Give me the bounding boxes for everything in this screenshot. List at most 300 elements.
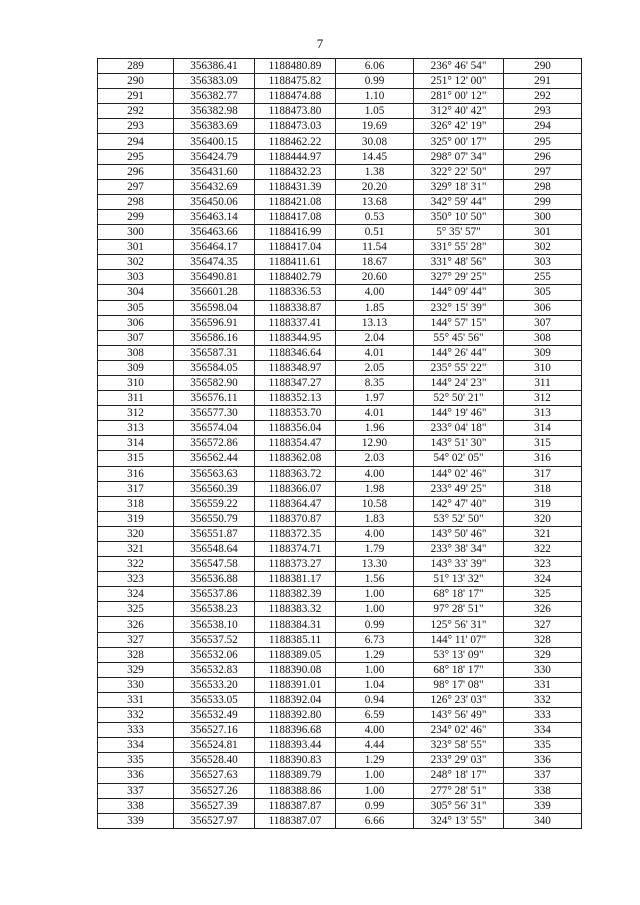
- x-coordinate-cell: 356562.44: [174, 451, 255, 466]
- x-coordinate-cell: 356450.06: [174, 194, 255, 209]
- distance-cell: 1.85: [336, 300, 414, 315]
- next-point-cell: 302: [504, 240, 582, 255]
- x-coordinate-cell: 356601.28: [174, 285, 255, 300]
- table-row: [98, 768, 582, 783]
- table-row: [98, 255, 582, 270]
- bearing-cell: 324° 13' 55": [414, 813, 504, 828]
- y-coordinate-cell: 1188363.72: [255, 466, 336, 481]
- bearing-cell: 142° 47' 40": [414, 496, 504, 511]
- y-coordinate-cell: 1188381.17: [255, 572, 336, 587]
- next-point-cell: 290: [504, 59, 582, 74]
- table-row: [98, 692, 582, 707]
- point-number-cell: 329: [98, 662, 174, 677]
- x-coordinate-cell: 356563.63: [174, 466, 255, 481]
- point-number-cell: 318: [98, 496, 174, 511]
- y-coordinate-cell: 1188462.22: [255, 134, 336, 149]
- distance-cell: 1.00: [336, 783, 414, 798]
- point-number-cell: 319: [98, 511, 174, 526]
- x-coordinate-cell: 356532.49: [174, 708, 255, 723]
- point-number-cell: 320: [98, 526, 174, 541]
- table-row: [98, 149, 582, 164]
- next-point-cell: 323: [504, 557, 582, 572]
- page-number: 7: [316, 36, 324, 51]
- coordinates-table: [97, 58, 582, 829]
- y-coordinate-cell: 1188402.79: [255, 270, 336, 285]
- y-coordinate-cell: 1188473.80: [255, 104, 336, 119]
- table-row: [98, 421, 582, 436]
- point-number-cell: 302: [98, 255, 174, 270]
- y-coordinate-cell: 1188417.08: [255, 209, 336, 224]
- distance-cell: 4.44: [336, 738, 414, 753]
- y-coordinate-cell: 1188354.47: [255, 436, 336, 451]
- next-point-cell: 339: [504, 798, 582, 813]
- bearing-cell: 232° 15' 39": [414, 300, 504, 315]
- point-number-cell: 308: [98, 345, 174, 360]
- next-point-cell: 312: [504, 391, 582, 406]
- x-coordinate-cell: 356463.66: [174, 225, 255, 240]
- x-coordinate-cell: 356584.05: [174, 360, 255, 375]
- x-coordinate-cell: 356598.04: [174, 300, 255, 315]
- distance-cell: 0.99: [336, 798, 414, 813]
- table-row: [98, 74, 582, 89]
- bearing-cell: 53° 52' 50": [414, 511, 504, 526]
- next-point-cell: 314: [504, 421, 582, 436]
- bearing-cell: 233° 04' 18": [414, 421, 504, 436]
- bearing-cell: 144° 57' 15": [414, 315, 504, 330]
- next-point-cell: 337: [504, 768, 582, 783]
- x-coordinate-cell: 356527.63: [174, 768, 255, 783]
- y-coordinate-cell: 1188387.07: [255, 813, 336, 828]
- table-row: [98, 481, 582, 496]
- point-number-cell: 299: [98, 209, 174, 224]
- distance-cell: 13.68: [336, 194, 414, 209]
- distance-cell: 0.94: [336, 692, 414, 707]
- table-row: [98, 602, 582, 617]
- bearing-cell: 342° 59' 44": [414, 194, 504, 209]
- table-row: [98, 496, 582, 511]
- bearing-cell: 68° 18' 17": [414, 662, 504, 677]
- table-row: [98, 194, 582, 209]
- bearing-cell: 323° 58' 55": [414, 738, 504, 753]
- next-point-cell: 322: [504, 542, 582, 557]
- y-coordinate-cell: 1188417.04: [255, 240, 336, 255]
- point-number-cell: 323: [98, 572, 174, 587]
- distance-cell: 4.00: [336, 466, 414, 481]
- table-row: [98, 360, 582, 375]
- point-number-cell: 317: [98, 481, 174, 496]
- distance-cell: 0.51: [336, 225, 414, 240]
- x-coordinate-cell: 356560.39: [174, 481, 255, 496]
- next-point-cell: 301: [504, 225, 582, 240]
- next-point-cell: 324: [504, 572, 582, 587]
- table-row: [98, 300, 582, 315]
- distance-cell: 6.73: [336, 632, 414, 647]
- point-number-cell: 301: [98, 240, 174, 255]
- x-coordinate-cell: 356547.58: [174, 557, 255, 572]
- next-point-cell: 325: [504, 587, 582, 602]
- table-row: [98, 436, 582, 451]
- x-coordinate-cell: 356533.05: [174, 692, 255, 707]
- table-row: [98, 572, 582, 587]
- bearing-cell: 233° 38' 34": [414, 542, 504, 557]
- distance-cell: 1.00: [336, 602, 414, 617]
- bearing-cell: 51° 13' 32": [414, 572, 504, 587]
- bearing-cell: 144° 02' 46": [414, 466, 504, 481]
- x-coordinate-cell: 356464.17: [174, 240, 255, 255]
- table-row: [98, 813, 582, 828]
- next-point-cell: 291: [504, 74, 582, 89]
- x-coordinate-cell: 356586.16: [174, 330, 255, 345]
- y-coordinate-cell: 1188387.87: [255, 798, 336, 813]
- x-coordinate-cell: 356537.86: [174, 587, 255, 602]
- point-number-cell: 297: [98, 179, 174, 194]
- distance-cell: 6.06: [336, 59, 414, 74]
- y-coordinate-cell: 1188390.83: [255, 753, 336, 768]
- point-number-cell: 322: [98, 557, 174, 572]
- table-row: [98, 587, 582, 602]
- bearing-cell: 331° 55' 28": [414, 240, 504, 255]
- bearing-cell: 326° 42' 19": [414, 119, 504, 134]
- coordinates-table-body: [98, 59, 582, 829]
- y-coordinate-cell: 1188372.35: [255, 526, 336, 541]
- y-coordinate-cell: 1188388.86: [255, 783, 336, 798]
- y-coordinate-cell: 1188346.64: [255, 345, 336, 360]
- x-coordinate-cell: 356382.98: [174, 104, 255, 119]
- y-coordinate-cell: 1188432.23: [255, 164, 336, 179]
- next-point-cell: 318: [504, 481, 582, 496]
- bearing-cell: 54° 02' 05": [414, 451, 504, 466]
- distance-cell: 11.54: [336, 240, 414, 255]
- next-point-cell: 299: [504, 194, 582, 209]
- table-row: [98, 119, 582, 134]
- next-point-cell: 305: [504, 285, 582, 300]
- distance-cell: 6.59: [336, 708, 414, 723]
- point-number-cell: 324: [98, 587, 174, 602]
- next-point-cell: 321: [504, 526, 582, 541]
- bearing-cell: 144° 19' 46": [414, 406, 504, 421]
- next-point-cell: 336: [504, 753, 582, 768]
- point-number-cell: 296: [98, 164, 174, 179]
- x-coordinate-cell: 356431.60: [174, 164, 255, 179]
- distance-cell: 4.00: [336, 526, 414, 541]
- next-point-cell: 313: [504, 406, 582, 421]
- y-coordinate-cell: 1188396.68: [255, 723, 336, 738]
- x-coordinate-cell: 356424.79: [174, 149, 255, 164]
- next-point-cell: 319: [504, 496, 582, 511]
- point-number-cell: 316: [98, 466, 174, 481]
- distance-cell: 2.03: [336, 451, 414, 466]
- next-point-cell: 316: [504, 451, 582, 466]
- x-coordinate-cell: 356432.69: [174, 179, 255, 194]
- x-coordinate-cell: 356572.86: [174, 436, 255, 451]
- x-coordinate-cell: 356490.81: [174, 270, 255, 285]
- point-number-cell: 311: [98, 391, 174, 406]
- table-row: [98, 617, 582, 632]
- table-row: [98, 526, 582, 541]
- table-row: [98, 798, 582, 813]
- distance-cell: 8.35: [336, 375, 414, 390]
- distance-cell: 10.58: [336, 496, 414, 511]
- x-coordinate-cell: 356382.77: [174, 89, 255, 104]
- next-point-cell: 329: [504, 647, 582, 662]
- next-point-cell: 334: [504, 723, 582, 738]
- next-point-cell: 298: [504, 179, 582, 194]
- table-row: [98, 391, 582, 406]
- table-row: [98, 240, 582, 255]
- distance-cell: 30.08: [336, 134, 414, 149]
- next-point-cell: 330: [504, 662, 582, 677]
- y-coordinate-cell: 1188391.01: [255, 677, 336, 692]
- table-row: [98, 451, 582, 466]
- y-coordinate-cell: 1188336.53: [255, 285, 336, 300]
- y-coordinate-cell: 1188389.79: [255, 768, 336, 783]
- point-number-cell: 310: [98, 375, 174, 390]
- table-row: [98, 466, 582, 481]
- x-coordinate-cell: 356596.91: [174, 315, 255, 330]
- table-row: [98, 345, 582, 360]
- distance-cell: 1.38: [336, 164, 414, 179]
- point-number-cell: 315: [98, 451, 174, 466]
- y-coordinate-cell: 1188389.05: [255, 647, 336, 662]
- bearing-cell: 144° 26' 44": [414, 345, 504, 360]
- x-coordinate-cell: 356577.30: [174, 406, 255, 421]
- table-row: [98, 179, 582, 194]
- bearing-cell: 234° 02' 46": [414, 723, 504, 738]
- x-coordinate-cell: 356537.52: [174, 632, 255, 647]
- y-coordinate-cell: 1188356.04: [255, 421, 336, 436]
- y-coordinate-cell: 1188393.44: [255, 738, 336, 753]
- x-coordinate-cell: 356386.41: [174, 59, 255, 74]
- bearing-cell: 329° 18' 31": [414, 179, 504, 194]
- y-coordinate-cell: 1188473.03: [255, 119, 336, 134]
- point-number-cell: 306: [98, 315, 174, 330]
- point-number-cell: 325: [98, 602, 174, 617]
- x-coordinate-cell: 356527.16: [174, 723, 255, 738]
- next-point-cell: 297: [504, 164, 582, 179]
- x-coordinate-cell: 356576.11: [174, 391, 255, 406]
- table-row: [98, 89, 582, 104]
- bearing-cell: 322° 22' 50": [414, 164, 504, 179]
- y-coordinate-cell: 1188348.97: [255, 360, 336, 375]
- point-number-cell: 327: [98, 632, 174, 647]
- point-number-cell: 338: [98, 798, 174, 813]
- table-row: [98, 647, 582, 662]
- y-coordinate-cell: 1188364.47: [255, 496, 336, 511]
- distance-cell: 14.45: [336, 149, 414, 164]
- y-coordinate-cell: 1188416.99: [255, 225, 336, 240]
- next-point-cell: 340: [504, 813, 582, 828]
- y-coordinate-cell: 1188352.13: [255, 391, 336, 406]
- point-number-cell: 314: [98, 436, 174, 451]
- point-number-cell: 303: [98, 270, 174, 285]
- next-point-cell: 255: [504, 270, 582, 285]
- next-point-cell: 310: [504, 360, 582, 375]
- y-coordinate-cell: 1188337.41: [255, 315, 336, 330]
- bearing-cell: 235° 55' 22": [414, 360, 504, 375]
- bearing-cell: 233° 29' 03": [414, 753, 504, 768]
- distance-cell: 19.69: [336, 119, 414, 134]
- y-coordinate-cell: 1188344.95: [255, 330, 336, 345]
- next-point-cell: 331: [504, 677, 582, 692]
- bearing-cell: 52° 50' 21": [414, 391, 504, 406]
- bearing-cell: 327° 29' 25": [414, 270, 504, 285]
- table-row: [98, 542, 582, 557]
- next-point-cell: 335: [504, 738, 582, 753]
- distance-cell: 1.56: [336, 572, 414, 587]
- y-coordinate-cell: 1188384.31: [255, 617, 336, 632]
- x-coordinate-cell: 356527.26: [174, 783, 255, 798]
- x-coordinate-cell: 356527.97: [174, 813, 255, 828]
- table-row: [98, 708, 582, 723]
- bearing-cell: 251° 12' 00": [414, 74, 504, 89]
- point-number-cell: 292: [98, 104, 174, 119]
- table-row: [98, 209, 582, 224]
- table-row: [98, 406, 582, 421]
- y-coordinate-cell: 1188362.08: [255, 451, 336, 466]
- table-row: [98, 632, 582, 647]
- distance-cell: 1.98: [336, 481, 414, 496]
- bearing-cell: 298° 07' 34": [414, 149, 504, 164]
- bearing-cell: 143° 56' 49": [414, 708, 504, 723]
- y-coordinate-cell: 1188390.08: [255, 662, 336, 677]
- table-row: [98, 104, 582, 119]
- distance-cell: 20.60: [336, 270, 414, 285]
- y-coordinate-cell: 1188338.87: [255, 300, 336, 315]
- next-point-cell: 307: [504, 315, 582, 330]
- distance-cell: 1.00: [336, 662, 414, 677]
- point-number-cell: 335: [98, 753, 174, 768]
- next-point-cell: 308: [504, 330, 582, 345]
- table-row: [98, 662, 582, 677]
- bearing-cell: 143° 50' 46": [414, 526, 504, 541]
- bearing-cell: 305° 56' 31": [414, 798, 504, 813]
- y-coordinate-cell: 1188444.97: [255, 149, 336, 164]
- y-coordinate-cell: 1188474.88: [255, 89, 336, 104]
- distance-cell: 20.20: [336, 179, 414, 194]
- distance-cell: 1.79: [336, 542, 414, 557]
- x-coordinate-cell: 356587.31: [174, 345, 255, 360]
- distance-cell: 4.00: [336, 723, 414, 738]
- distance-cell: 1.04: [336, 677, 414, 692]
- point-number-cell: 312: [98, 406, 174, 421]
- distance-cell: 0.99: [336, 74, 414, 89]
- point-number-cell: 291: [98, 89, 174, 104]
- bearing-cell: 144° 24' 23": [414, 375, 504, 390]
- x-coordinate-cell: 356548.64: [174, 542, 255, 557]
- x-coordinate-cell: 356527.39: [174, 798, 255, 813]
- y-coordinate-cell: 1188411.61: [255, 255, 336, 270]
- point-number-cell: 309: [98, 360, 174, 375]
- x-coordinate-cell: 356474.35: [174, 255, 255, 270]
- x-coordinate-cell: 356574.04: [174, 421, 255, 436]
- x-coordinate-cell: 356536.88: [174, 572, 255, 587]
- distance-cell: 1.00: [336, 587, 414, 602]
- x-coordinate-cell: 356400.15: [174, 134, 255, 149]
- bearing-cell: 277° 28' 51": [414, 783, 504, 798]
- table-row: [98, 557, 582, 572]
- distance-cell: 1.05: [336, 104, 414, 119]
- distance-cell: 1.83: [336, 511, 414, 526]
- next-point-cell: 306: [504, 300, 582, 315]
- distance-cell: 0.53: [336, 209, 414, 224]
- distance-cell: 1.96: [336, 421, 414, 436]
- distance-cell: 0.99: [336, 617, 414, 632]
- bearing-cell: 312° 40' 42": [414, 104, 504, 119]
- distance-cell: 1.29: [336, 647, 414, 662]
- distance-cell: 4.01: [336, 406, 414, 421]
- table-row: [98, 738, 582, 753]
- table-row: [98, 134, 582, 149]
- y-coordinate-cell: 1188475.82: [255, 74, 336, 89]
- bearing-cell: 5° 35' 57": [414, 225, 504, 240]
- distance-cell: 4.01: [336, 345, 414, 360]
- next-point-cell: 309: [504, 345, 582, 360]
- point-number-cell: 334: [98, 738, 174, 753]
- bearing-cell: 126° 23' 03": [414, 692, 504, 707]
- y-coordinate-cell: 1188370.87: [255, 511, 336, 526]
- y-coordinate-cell: 1188421.08: [255, 194, 336, 209]
- y-coordinate-cell: 1188480.89: [255, 59, 336, 74]
- bearing-cell: 331° 48' 56": [414, 255, 504, 270]
- next-point-cell: 332: [504, 692, 582, 707]
- next-point-cell: 315: [504, 436, 582, 451]
- table-row: [98, 511, 582, 526]
- bearing-cell: 233° 49' 25": [414, 481, 504, 496]
- x-coordinate-cell: 356538.23: [174, 602, 255, 617]
- point-number-cell: 321: [98, 542, 174, 557]
- bearing-cell: 53° 13' 09": [414, 647, 504, 662]
- table-row: [98, 225, 582, 240]
- next-point-cell: 311: [504, 375, 582, 390]
- bearing-cell: 144° 11' 07": [414, 632, 504, 647]
- bearing-cell: 98° 17' 08": [414, 677, 504, 692]
- bearing-cell: 143° 33' 39": [414, 557, 504, 572]
- y-coordinate-cell: 1188353.70: [255, 406, 336, 421]
- table-row: [98, 164, 582, 179]
- y-coordinate-cell: 1188392.04: [255, 692, 336, 707]
- point-number-cell: 298: [98, 194, 174, 209]
- x-coordinate-cell: 356532.83: [174, 662, 255, 677]
- y-coordinate-cell: 1188385.11: [255, 632, 336, 647]
- bearing-cell: 350° 10' 50": [414, 209, 504, 224]
- x-coordinate-cell: 356463.14: [174, 209, 255, 224]
- table-row: [98, 330, 582, 345]
- distance-cell: 2.05: [336, 360, 414, 375]
- next-point-cell: 320: [504, 511, 582, 526]
- next-point-cell: 327: [504, 617, 582, 632]
- point-number-cell: 326: [98, 617, 174, 632]
- x-coordinate-cell: 356538.10: [174, 617, 255, 632]
- table-row: [98, 783, 582, 798]
- table-row: [98, 315, 582, 330]
- point-number-cell: 305: [98, 300, 174, 315]
- distance-cell: 2.04: [336, 330, 414, 345]
- point-number-cell: 289: [98, 59, 174, 74]
- next-point-cell: 303: [504, 255, 582, 270]
- next-point-cell: 296: [504, 149, 582, 164]
- x-coordinate-cell: 356559.22: [174, 496, 255, 511]
- table-row: [98, 677, 582, 692]
- point-number-cell: 336: [98, 768, 174, 783]
- bearing-cell: 97° 28' 51": [414, 602, 504, 617]
- bearing-cell: 236° 46' 54": [414, 59, 504, 74]
- y-coordinate-cell: 1188383.32: [255, 602, 336, 617]
- point-number-cell: 339: [98, 813, 174, 828]
- next-point-cell: 333: [504, 708, 582, 723]
- bearing-cell: 325° 00' 17": [414, 134, 504, 149]
- point-number-cell: 294: [98, 134, 174, 149]
- y-coordinate-cell: 1188366.07: [255, 481, 336, 496]
